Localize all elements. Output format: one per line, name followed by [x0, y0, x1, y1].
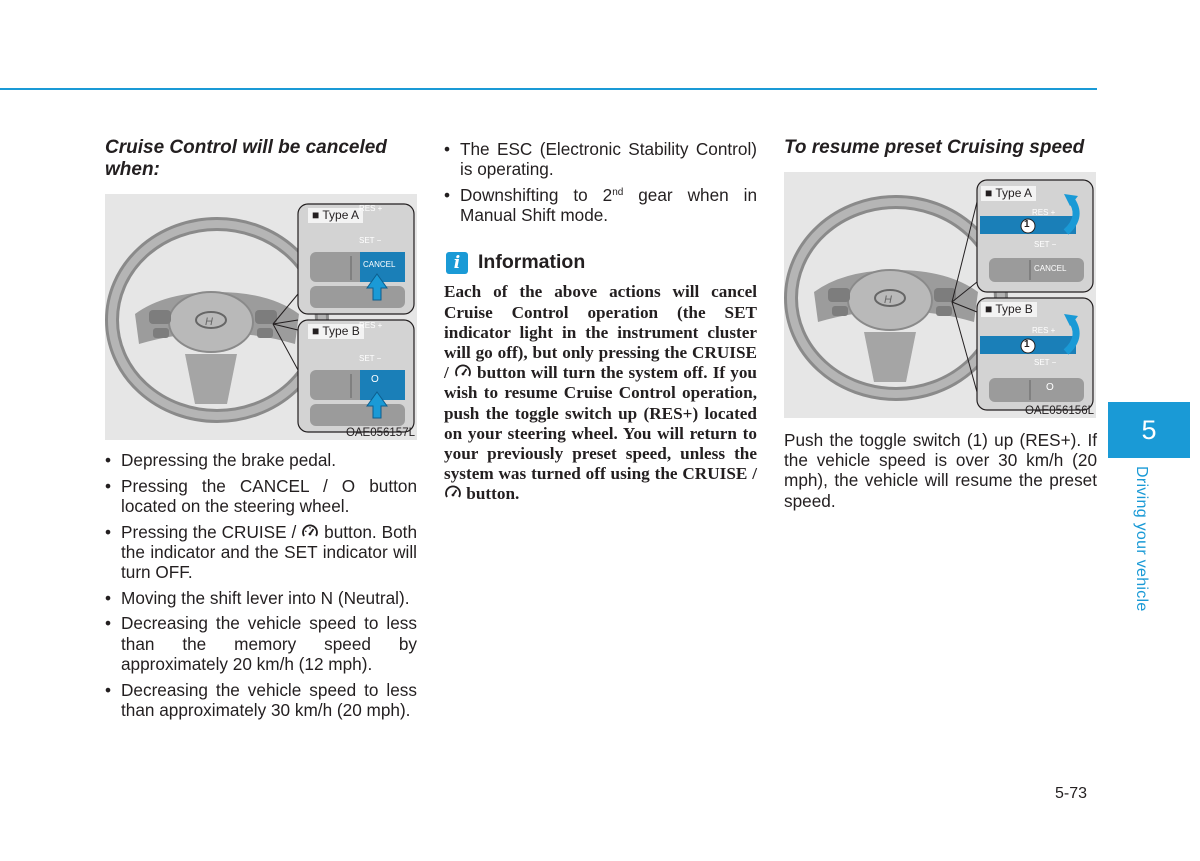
list-item: • Decreasing the vehicle speed to less than approximately 30 km/h (20 mph).	[105, 680, 417, 720]
section-heading-resume: To resume preset Cruising speed	[784, 137, 1085, 158]
cancel-conditions-list	[105, 450, 417, 720]
page-number: 5-73	[1055, 785, 1088, 802]
information-icon: i	[446, 252, 468, 274]
res-label: RES +	[1032, 326, 1056, 335]
res-label: RES +	[1032, 208, 1056, 217]
information-heading	[444, 251, 757, 274]
figure-code: OAE056156L	[1024, 405, 1094, 417]
cancel-label: CANCEL	[363, 260, 396, 269]
list-item: • The ESC (Electronic Stability Control) is operating.	[444, 139, 757, 179]
cancel-conditions-list-continued	[444, 139, 757, 225]
cruise-control-icon	[444, 484, 462, 502]
set-label: SET −	[1034, 358, 1057, 367]
set-label: SET −	[359, 236, 382, 245]
o-button-label: O	[371, 374, 379, 385]
cruise-control-icon	[454, 363, 472, 381]
top-rule	[0, 88, 1097, 90]
set-label: SET −	[1034, 240, 1057, 249]
figure-code: OAE056157L	[345, 427, 415, 439]
figure-cancel-buttons	[105, 194, 417, 440]
figure-resume-toggle	[784, 172, 1096, 418]
list-item: • Decreasing the vehicle speed to less than the memory speed by approximately 20 km/h (12 mph).	[105, 613, 417, 674]
column-left	[105, 137, 417, 725]
res-label: RES +	[359, 321, 383, 330]
resume-instructions: Push the toggle switch (1) up (RES+). If the vehicle speed is over 30 km/h (20 mph), the vehicle will resume the preset speed.	[784, 430, 1097, 511]
list-item: • Downshifting to 2nd gear when in Manual Shift mode.	[444, 185, 757, 225]
callout-number: 1	[1024, 339, 1030, 350]
chapter-tab: 5	[1108, 402, 1190, 458]
chapter-label: Driving your vehicle	[1133, 466, 1150, 612]
list-item: • Moving the shift lever into N (Neutral).	[105, 588, 417, 608]
list-item: • Depressing the brake pedal.	[105, 450, 417, 470]
information-body: Each of the above actions will cancel Cruise Control operation (the SET indicator light in the instrument cluster will go off), but only pressing the CRUISE / button will turn the system off. If you wish to resume Cruise Control operation, push the toggle switch up (RES+) located on your steering wheel. You will return to your previously preset speed, unless the system was turned off using the CRUISE / button.	[444, 282, 757, 504]
svg-text:H: H	[884, 294, 892, 306]
list-item: • Pressing the CANCEL / O button located on the steering wheel.	[105, 476, 417, 516]
type-b-label: ■ Type B	[981, 302, 1037, 317]
steering-wheel-icon	[112, 224, 322, 416]
type-b-label: ■ Type B	[308, 324, 364, 339]
list-item-text: Pressing the CRUISE /	[121, 521, 302, 542]
column-middle	[444, 137, 757, 505]
list-item	[105, 522, 417, 583]
cancel-label: CANCEL	[1034, 264, 1067, 273]
type-a-label: ■ Type A	[981, 186, 1036, 201]
section-heading-canceled: Cruise Control will be canceled when:	[105, 137, 387, 180]
information-title: Information	[478, 251, 586, 274]
steering-wheel-illustration	[105, 194, 417, 440]
set-label: SET −	[359, 354, 382, 363]
type-a-label: ■ Type A	[308, 208, 363, 223]
res-label: RES +	[359, 204, 383, 213]
callout-number: 1	[1024, 219, 1030, 230]
column-right	[784, 137, 1097, 511]
o-button-label: O	[1046, 382, 1054, 393]
list-item-text: button. Both the indicator and the SET indicator will turn OFF.	[121, 521, 417, 583]
svg-text:H: H	[205, 316, 213, 328]
cruise-control-icon	[301, 523, 319, 541]
